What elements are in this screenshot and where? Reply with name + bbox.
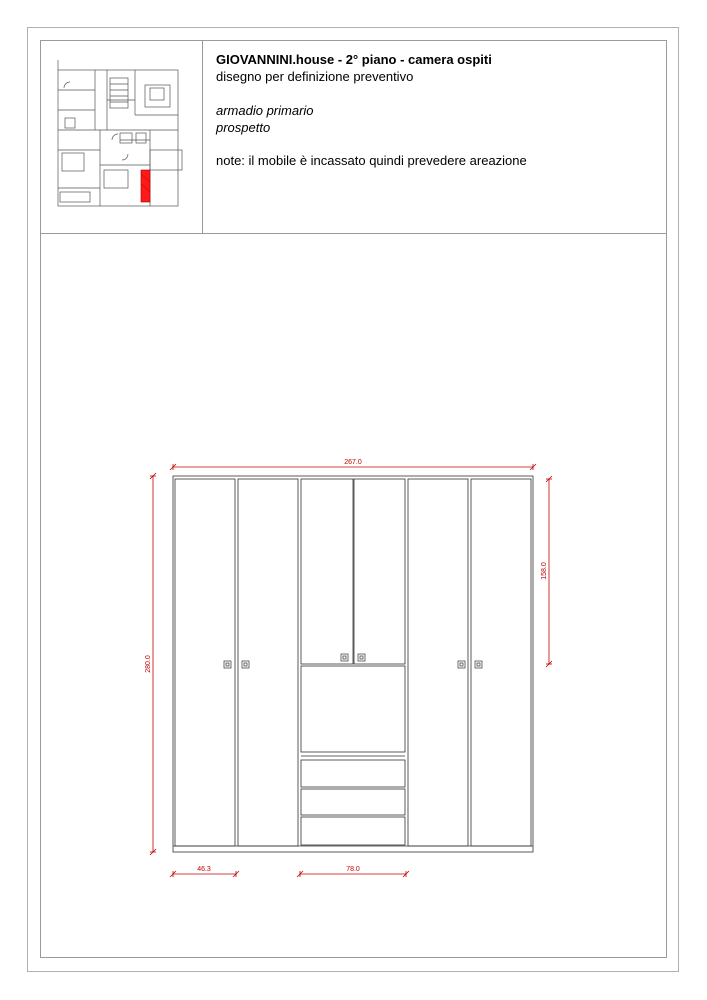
drawing-title: GIOVANNINI.house - 2° piano - camera ospiti: [216, 52, 492, 67]
drawing-note: note: il mobile è incassato quindi prevedere areazione: [216, 153, 527, 168]
drawing-subtitle: disegno per definizione preventivo: [216, 69, 414, 84]
door-right-1: [408, 479, 468, 846]
dim-door-width: 46.3: [197, 866, 211, 873]
dim-center-width: 78.0: [346, 866, 360, 873]
center-upper-door-right: [354, 479, 405, 664]
view-name: prospetto: [216, 120, 271, 135]
center-upper-door-left: [301, 479, 353, 664]
door-left-1: [175, 479, 235, 846]
door-right-2: [471, 479, 531, 846]
dim-total-width: 267.0: [344, 459, 362, 466]
wardrobe-elevation: [173, 476, 533, 852]
drawer-1: [301, 760, 405, 787]
drawer-2: [301, 789, 405, 815]
item-name: armadio primario: [216, 103, 314, 118]
dim-upper-height: 158.0: [541, 562, 548, 580]
dim-total-height: 280.0: [145, 655, 152, 673]
drawer-3: [301, 817, 405, 845]
door-left-2: [238, 479, 298, 846]
floor-plan-thumbnail: [58, 60, 182, 206]
wardrobe-location-highlight: [141, 170, 150, 202]
